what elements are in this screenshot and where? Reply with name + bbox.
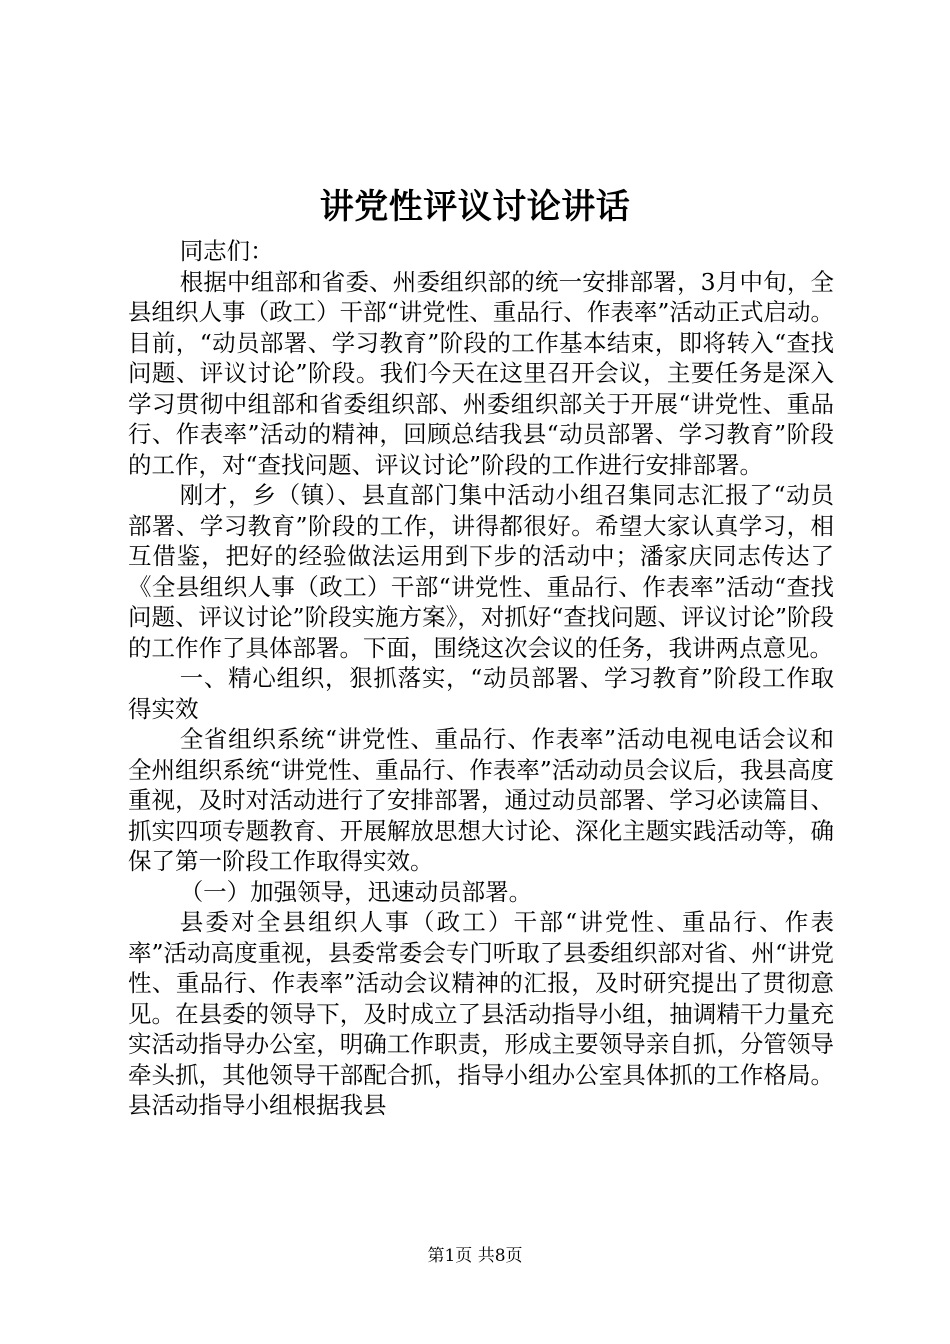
document-body (128, 236, 834, 1121)
body-paragraph: 刚才，乡（镇）、县直部门集中活动小组召集同志汇报了“动员部署、学习教育”阶段的工作，讲得都很好。希望大家认真学习，相互借鉴，把好的经验做法运用到下步的活动中；潘家庆同志传达了《全县组织人事（政工）干部“讲党性、重品行、作表率”活动“查找问题、评议讨论”阶段实施方案》，对抓好“查找问题、评议讨论”阶段的工作作了具体部署。下面，围绕这次会议的任务，我讲两点意见。 (128, 481, 834, 662)
body-paragraph: 县委对全县组织人事（政工）干部“讲党性、重品行、作表率”活动高度重视，县委常委会专门听取了县委组织部对省、州“讲党性、重品行、作表率”活动会议精神的汇报，及时研究提出了贯彻意见。在县委的领导下，及时成立了县活动指导小组，抽调精干力量充实活动指导办公室，明确工作职责，形成主要领导亲自抓，分管领导牵头抓，其他领导干部配合抓，指导小组办公室具体抓的工作格局。县活动指导小组根据我县 (128, 908, 834, 1119)
document-title: 讲党性评议讨论讲话 (319, 187, 631, 227)
salutation-paragraph: 同志们： (179, 237, 274, 265)
body-paragraph: 根据中组部和省委、州委组织部的统一安排部署，3月中旬，全县组织人事（政工）干部“讲党性、重品行、作表率”活动正式启动。目前，“动员部署、学习教育”阶段的工作基本结束，即将转入“查找问题、评议讨论”阶段。我们今天在这里召开会议，主要任务是深入学习贯彻中组部和省委组织部、州委组织部关于开展“讲党性、重品行、作表率”活动的精神，回顾总结我县“动员部署、学习教育”阶段的工作，对“查找问题、评议讨论”阶段的工作进行安排部署。 (128, 267, 834, 479)
page-number-footer: 第1页 共8页 (427, 1246, 523, 1266)
section-heading: 一、精心组织，狠抓落实，“动员部署、学习教育”阶段工作取得实效 (128, 664, 834, 723)
body-paragraph: 全省组织系统“讲党性、重品行、作表率”活动电视电话会议和全州组织系统“讲党性、重品行、作表率”活动动员会议后，我县高度重视，及时对活动进行了安排部署，通过动员部署、学习必读篇目、抓实四项专题教育、开展解放思想大讨论、深化主题实践活动等，确保了第一阶段工作取得实效。 (128, 725, 834, 875)
subsection-heading: （一）加强领导，迅速动员部署。 (179, 877, 533, 906)
